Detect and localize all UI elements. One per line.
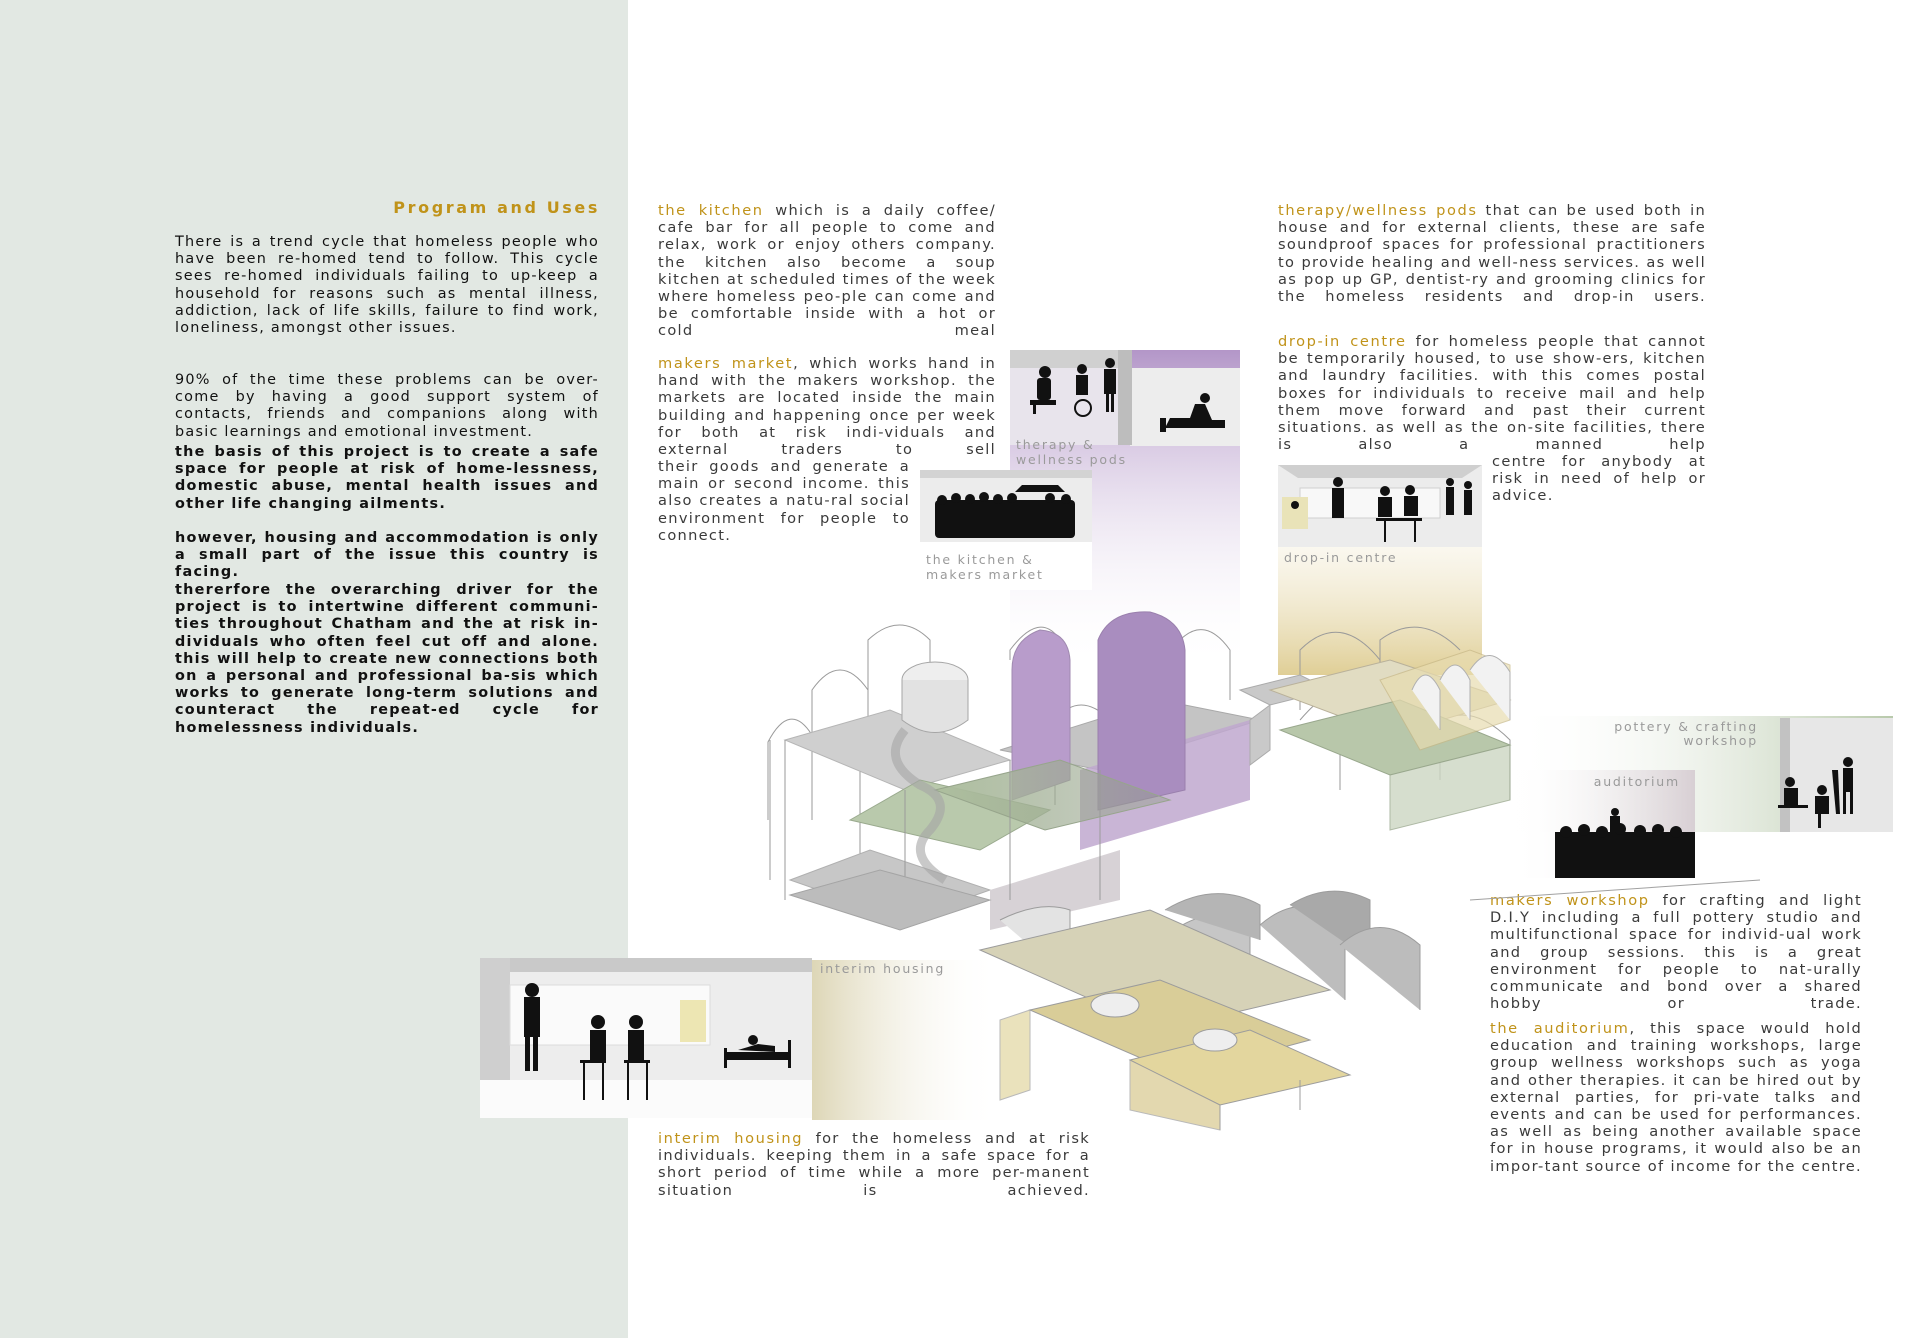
kitchen-market-vignette [920, 470, 1092, 590]
kitchen-label-1: the kitchen & [926, 552, 1034, 567]
auditorium-label: auditorium [1593, 774, 1680, 789]
kitchen-heading: the kitchen [658, 202, 764, 219]
program-paragraph-5: thererfore the overarching driver for the project is to intertwine different communi-ties throughout Chatham and the at risk in-dividuals who often feel cut off and alone. this will help to create new connections both on a personal and professional ba-sis which works to generate long-term solutions and counteract the repeat-ed cycle for homelessness individuals. [175, 582, 599, 736]
dropin-heading: drop-in centre [1278, 333, 1407, 350]
auditorium-text: , this space would hold education and training workshops, large group wellness workshops such as yoga and other therapies. it can be hired out by external parties, for pri-vate talks and events and can be used for performances. as well as being another available space for in house programs, it would also be an impor-tant source of income for the centre. [1490, 1020, 1863, 1175]
market-text-1: , which works hand in hand with the makers workshop. the markets are located inside the main building and happening once per week for both at risk indi-viduals and external traders to sell [658, 355, 997, 459]
therapy-label-1: therapy & [1016, 437, 1095, 452]
auditorium-vignette [1510, 770, 1695, 878]
workshop-text: for crafting and light D.I.Y including a full pottery studio and multifunctional space for individ-ual work and group sessions. this is a great environment for people to nat-urally communicate and bond over a shared hobby or trade. [1490, 892, 1863, 1013]
dropin-text-1: for homeless people that cannot be temporarily housed, to use show-ers, kitchen and laundry facilities. with this comes postal boxes for individuals to receive mail and help them move forward and past their current situations. as well as the on-site facilities, there is also a manned help [1278, 333, 1706, 454]
therapy-heading: therapy/wellness pods [1278, 202, 1478, 219]
pottery-label-2: workshop [1683, 733, 1758, 748]
therapy-label-2: wellness pods [1016, 452, 1127, 467]
market-heading: makers market [658, 355, 794, 372]
kitchen-label-2: makers market [926, 567, 1044, 582]
therapy-text: that can be used both in house and for external clients, these are safe soundproof spaces for professional practitioners to provide healing and well-ness services. as well as pop up GP, dentist-ry and grooming clinics for the homeless residents and drop-in users. [1278, 202, 1706, 306]
program-paragraph-4: however, housing and accommodation is only a small part of the issue this country is facing. [175, 530, 599, 581]
dropin-description-cont: centre for anybody at risk in need of help or advice. [1492, 453, 1706, 505]
interim-heading: interim housing [658, 1130, 804, 1147]
market-description-cont: their goods and generate a main or second income. this also creates a natu-ral social environment for people to connect. [658, 458, 910, 544]
dropin-label: drop-in centre [1284, 550, 1398, 565]
kitchen-text: which is a daily coffee/ cafe bar for all people to come and relax, work or enjoy others company. the kitchen also become a soup kitchen at scheduled times of the week where homeless peo-ple can come and be comfortable inside with a hot or cold meal [658, 202, 996, 340]
program-paragraph-1: There is a trend cycle that homeless people who have been re-homed tend to follow. This cycle sees re-homed individuals failing to up-keep a household for reasons such as mental illness, addiction, lack of life skills, failure to find work, loneliness, amongst other issues. [175, 234, 599, 337]
auditorium-heading: the auditorium [1490, 1020, 1630, 1037]
program-paragraph-3: the basis of this project is to create a safe space for people at risk of home-lessness, domestic abuse, mental health issues and other life changing ailments. [175, 444, 599, 512]
interim-label: interim housing [820, 961, 946, 976]
interim-text: for the homeless and at risk individuals. keeping them in a safe space for a short period of time while a more per-manent situation is achieved. [658, 1130, 1090, 1199]
interim-vignette [480, 958, 1000, 1120]
program-title: Program and Uses [393, 198, 600, 217]
program-paragraph-2: 90% of the time these problems can be over-come by having a good support system of contacts, friends and companions along with basic learnings and emotional investment. [175, 372, 599, 440]
pottery-label-1: pottery & crafting [1614, 719, 1758, 734]
workshop-heading: makers workshop [1490, 892, 1650, 909]
